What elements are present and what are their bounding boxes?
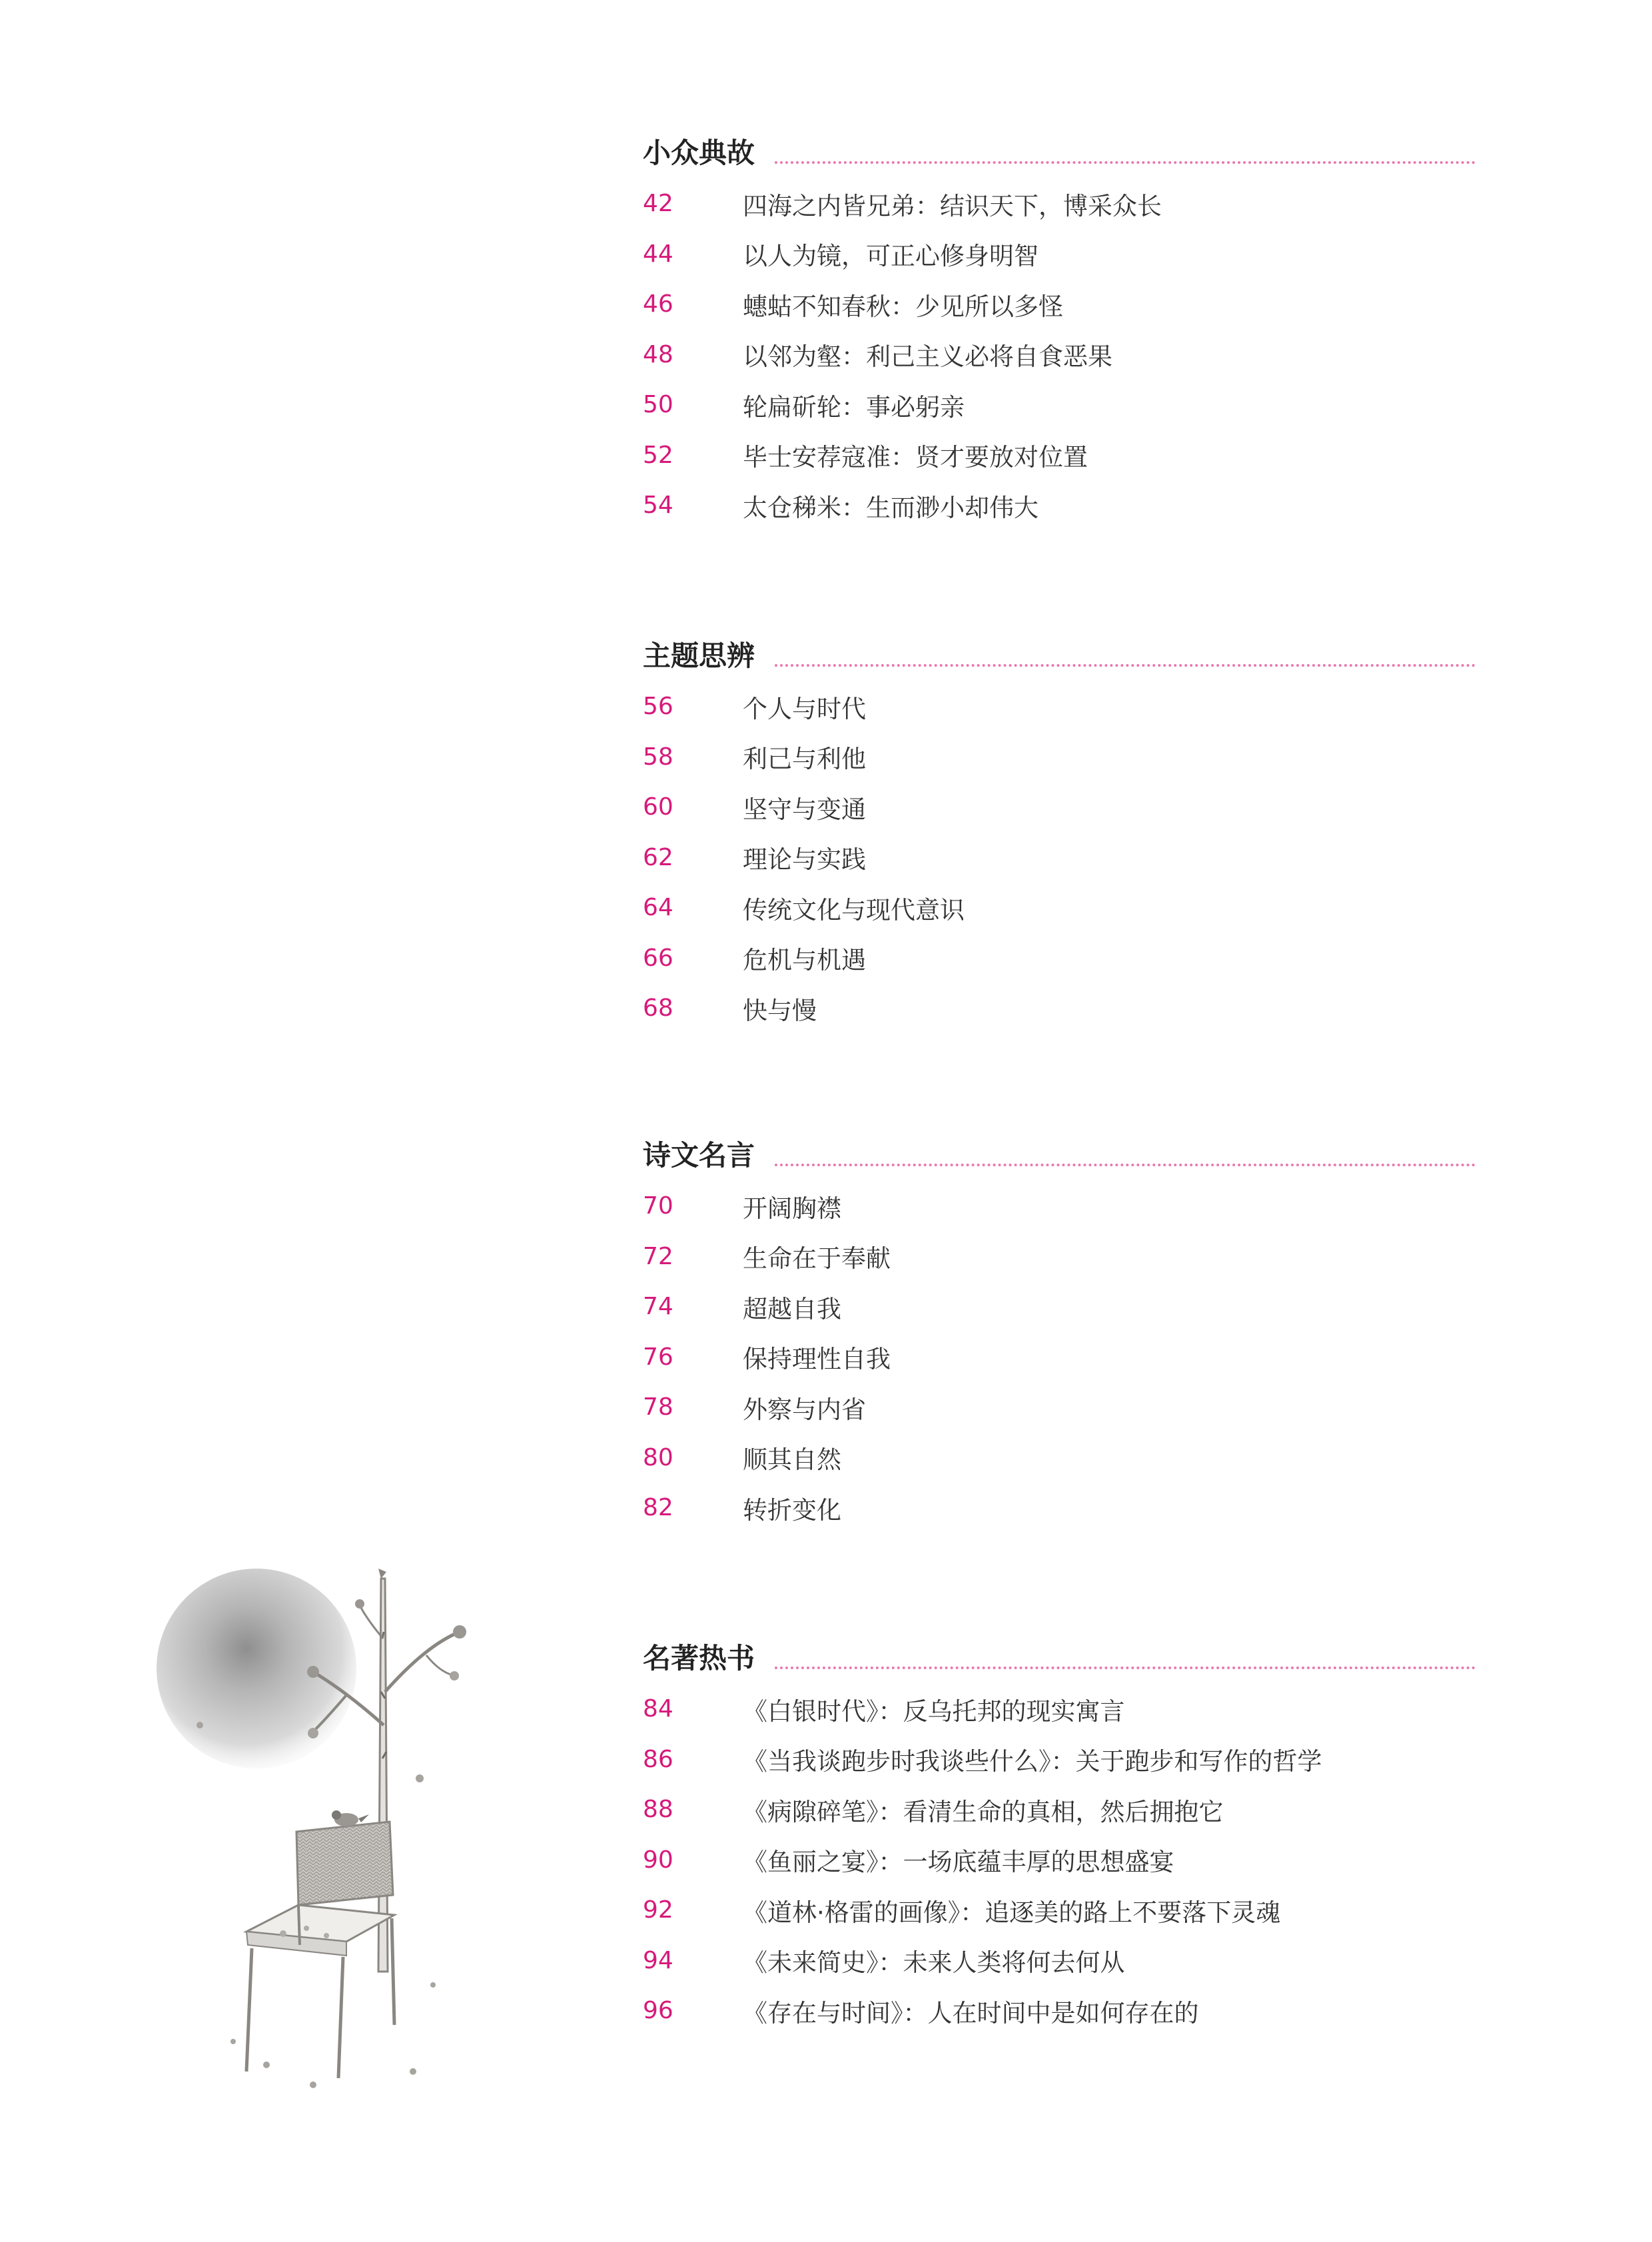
entry-title: 保持理性自我 — [743, 1345, 891, 1374]
toc-entry[interactable] — [643, 933, 1475, 984]
toc-entry[interactable] — [643, 430, 1475, 481]
page-number: 70 — [643, 1192, 673, 1220]
entry-title: 传统文化与现代意识 — [743, 895, 965, 925]
toc-entry[interactable] — [643, 1986, 1475, 2036]
entry-title: 轮扁斫轮：事必躬亲 — [743, 392, 965, 422]
dotted-rule — [775, 161, 1475, 164]
toc-entry[interactable] — [643, 732, 1475, 783]
toc-entry[interactable] — [643, 983, 1475, 1034]
entry-title: 以邻为壑：利己主义必将自食恶果 — [743, 342, 1112, 372]
toc-entry[interactable] — [643, 229, 1475, 280]
entry-title: 《未来简史》：未来人类将何去何从 — [743, 1948, 1125, 1978]
section-header — [643, 133, 1475, 173]
toc-entry[interactable] — [643, 1684, 1475, 1734]
page-number: 80 — [643, 1443, 673, 1471]
toc-entry[interactable] — [643, 1232, 1475, 1282]
entry-title: 四海之内皆兄弟：结识天下，博采众长 — [743, 191, 1162, 220]
moon-tree-chair-illustration-icon — [147, 1559, 520, 2091]
dotted-rule — [775, 1667, 1475, 1669]
toc-entry[interactable] — [643, 883, 1475, 933]
page-number: 44 — [643, 240, 673, 268]
toc-entry[interactable] — [643, 480, 1475, 531]
section-header — [643, 1639, 1475, 1679]
entry-title: 顺其自然 — [743, 1445, 841, 1475]
toc-entry[interactable] — [643, 330, 1475, 380]
entry-title: 《存在与时间》：人在时间中是如何存在的 — [743, 1998, 1199, 2028]
page-number: 54 — [643, 492, 673, 520]
page-number: 72 — [643, 1242, 673, 1270]
entry-title: 超越自我 — [743, 1294, 841, 1323]
dotted-rule — [775, 1164, 1475, 1166]
entry-title: 危机与机遇 — [743, 946, 866, 975]
moon-icon — [157, 1569, 356, 1768]
section-title: 诗文名言 — [643, 1139, 755, 1172]
entry-title: 快与慢 — [743, 996, 817, 1025]
section-header — [643, 1136, 1475, 1176]
page-number: 90 — [643, 1846, 673, 1874]
page-number: 60 — [643, 793, 673, 821]
page-number: 92 — [643, 1896, 673, 1924]
toc-entry[interactable] — [643, 1382, 1475, 1433]
toc-section-2 — [643, 636, 1475, 1034]
toc-entry[interactable] — [643, 1835, 1475, 1886]
entry-title: 理论与实践 — [743, 845, 866, 875]
toc-entry[interactable] — [643, 1734, 1475, 1785]
entry-title: 《病隙碎笔》：看清生命的真相，然后拥抱它 — [743, 1797, 1224, 1826]
page-number: 78 — [643, 1393, 673, 1421]
entry-title: 个人与时代 — [743, 694, 866, 723]
page-number: 56 — [643, 693, 673, 721]
entry-title: 太仓稊米：生而渺小却伟大 — [743, 493, 1038, 522]
toc-section-3 — [643, 1136, 1475, 1533]
toc-entry[interactable] — [643, 179, 1475, 229]
page-number: 68 — [643, 994, 673, 1022]
entry-title: 《白银时代》：反乌托邦的现实寓言 — [743, 1696, 1125, 1726]
toc-entry[interactable] — [643, 279, 1475, 330]
entry-title: 《鱼丽之宴》：一场底蕴丰厚的思想盛宴 — [743, 1848, 1174, 1877]
page-number: 88 — [643, 1796, 673, 1824]
section-title: 主题思辨 — [643, 639, 755, 672]
entry-title: 坚守与变通 — [743, 795, 866, 824]
entry-title: 《当我谈跑步时我谈些什么》：关于跑步和写作的哲学 — [743, 1747, 1322, 1776]
toc-section-1 — [643, 133, 1475, 531]
toc-entry[interactable] — [643, 1332, 1475, 1383]
entry-title: 蟪蛄不知春秋：少见所以多怪 — [743, 292, 1063, 321]
falling-leaves-icon — [197, 1722, 436, 2088]
page-number: 52 — [643, 441, 673, 469]
toc-entry[interactable] — [643, 1885, 1475, 1936]
entry-title: 以人为镜，可正心修身明智 — [743, 242, 1038, 271]
section-title: 名著热书 — [643, 1642, 755, 1675]
page-number: 76 — [643, 1343, 673, 1371]
entry-title: 外察与内省 — [743, 1395, 866, 1424]
page-number: 46 — [643, 290, 673, 318]
toc-entry[interactable] — [643, 681, 1475, 732]
page-number: 58 — [643, 743, 673, 771]
page-number: 66 — [643, 944, 673, 972]
page-number: 62 — [643, 843, 673, 871]
entry-title: 毕士安荐寇准：贤才要放对位置 — [743, 443, 1088, 472]
toc-entry[interactable] — [643, 380, 1475, 430]
section-title: 小众典故 — [643, 137, 755, 169]
entry-title: 生命在于奉献 — [743, 1244, 891, 1274]
entry-title: 开阔胸襟 — [743, 1194, 841, 1223]
page-number: 64 — [643, 894, 673, 922]
toc-entry[interactable] — [643, 1282, 1475, 1332]
entry-title: 转折变化 — [743, 1495, 841, 1525]
page-number: 94 — [643, 1946, 673, 1974]
section-header — [643, 636, 1475, 676]
page-number: 50 — [643, 391, 673, 419]
toc-entry[interactable] — [643, 1181, 1475, 1232]
toc-entry[interactable] — [643, 1936, 1475, 1986]
page-number: 42 — [643, 190, 673, 218]
toc-section-4 — [643, 1639, 1475, 2036]
page-number: 86 — [643, 1745, 673, 1773]
chair-icon — [246, 1822, 394, 2078]
page-number: 74 — [643, 1293, 673, 1321]
dotted-rule — [775, 664, 1475, 667]
toc-entry[interactable] — [643, 833, 1475, 883]
entry-title: 利己与利他 — [743, 745, 866, 774]
toc-entry[interactable] — [643, 782, 1475, 833]
page-number: 84 — [643, 1695, 673, 1723]
page-number: 48 — [643, 340, 673, 368]
entry-title: 《道林·格雷的画像》：追逐美的路上不要落下灵魂 — [743, 1898, 1281, 1927]
toc-entry[interactable] — [643, 1433, 1475, 1483]
page-number: 96 — [643, 1997, 673, 2025]
page-number: 82 — [643, 1494, 673, 1522]
toc-entry[interactable] — [643, 1483, 1475, 1533]
toc-entry[interactable] — [643, 1784, 1475, 1835]
